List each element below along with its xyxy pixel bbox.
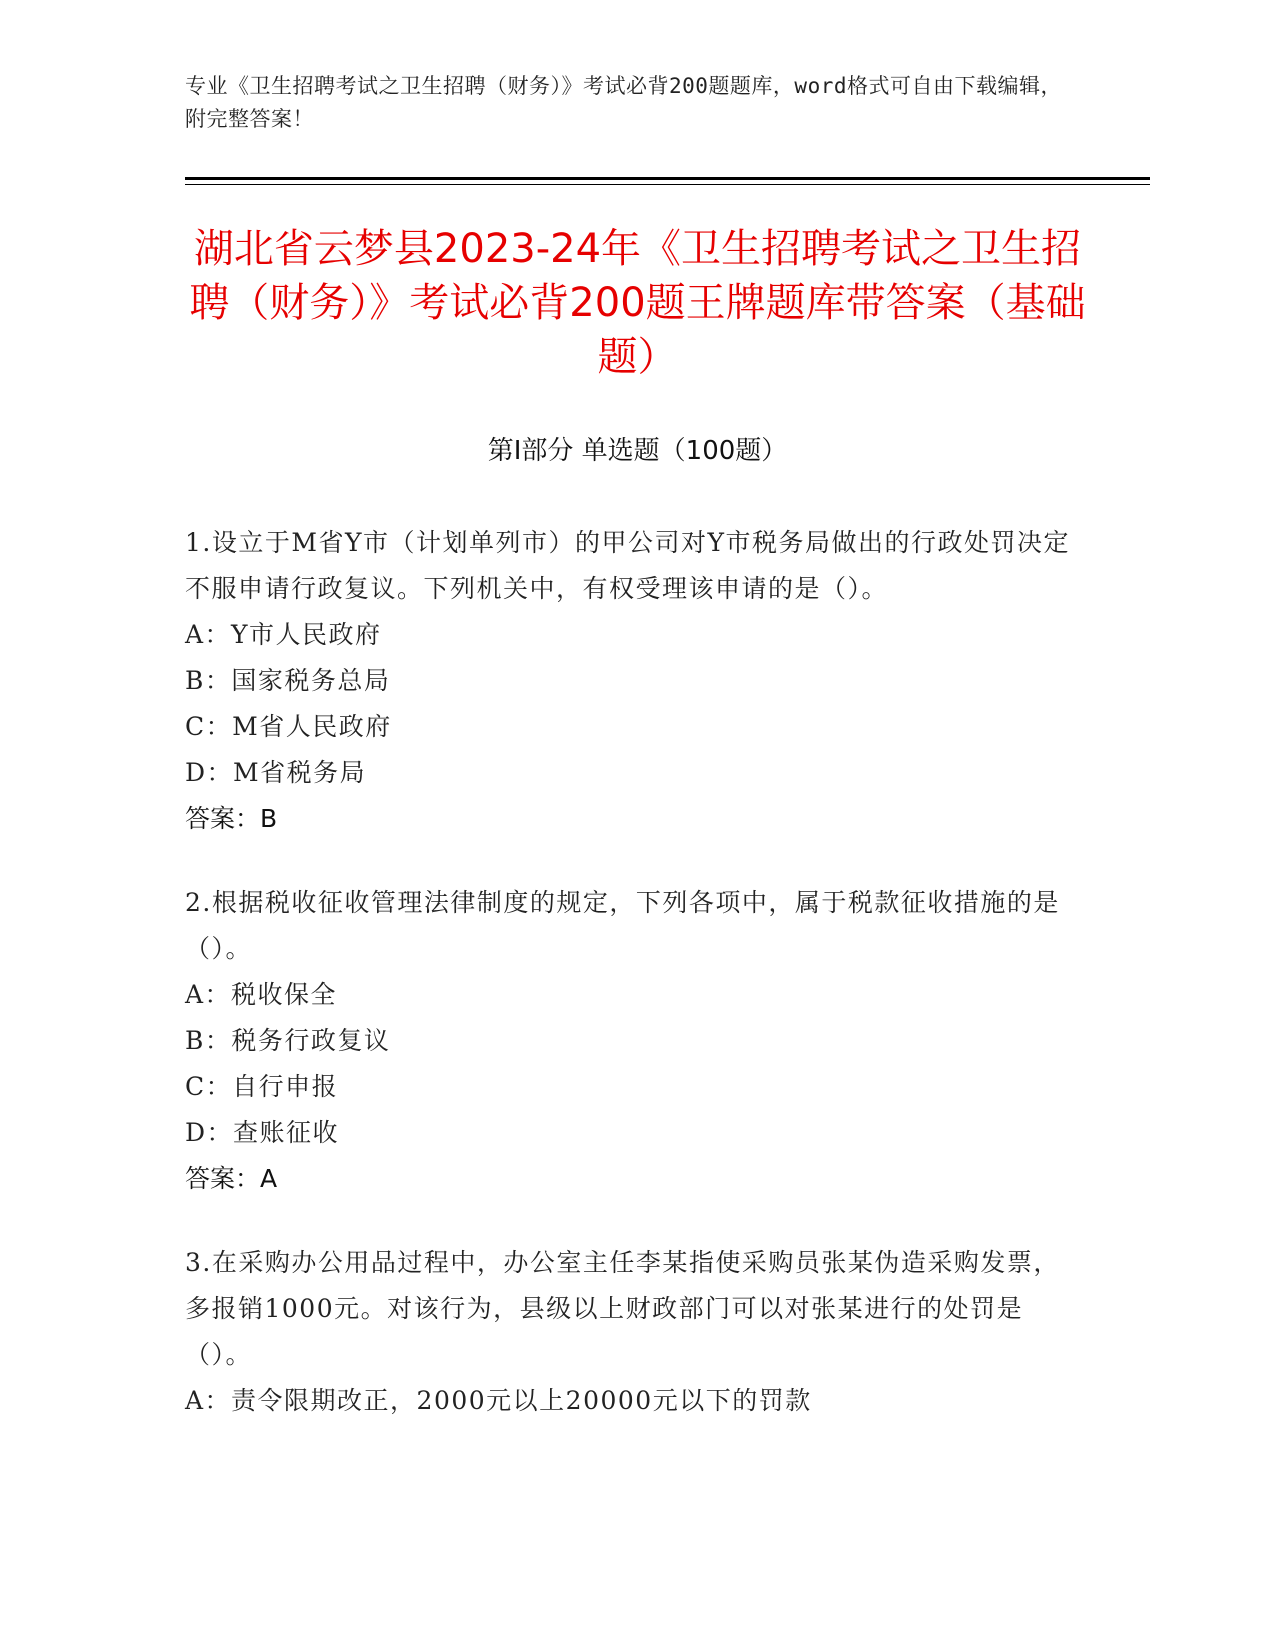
document-title: 湖北省云梦县2023-24年《卫生招聘考试之卫生招聘（财务）》考试必背200题王牌题库带答案（基础题） [189, 226, 1086, 380]
header-note: 专业《卫生招聘考试之卫生招聘（财务）》考试必背200题题库，word格式可自由下载编辑，附完整答案！ [185, 74, 1062, 131]
option-a: A：税收保全 [185, 980, 338, 1009]
option-d: D：查账征收 [185, 1118, 340, 1147]
option-d: D：M省税务局 [185, 758, 367, 787]
question-item [185, 1240, 1085, 1424]
question-stem: 2.根据税收征收管理法律制度的规定，下列各项中，属于税款征收措施的是（）。 [185, 888, 1060, 963]
option-b: B：国家税务总局 [185, 666, 391, 695]
option-a: A：责令限期改正，2000元以上20000元以下的罚款 [185, 1386, 812, 1415]
question-item [185, 520, 1085, 842]
header-divider-thick [185, 177, 1150, 180]
option-c: C：自行申报 [185, 1072, 339, 1101]
option-b: B：税务行政复议 [185, 1026, 391, 1055]
question-list [185, 520, 1085, 1462]
question-stem: 3.在采购办公用品过程中，办公室主任李某指使采购员张某伪造采购发票，多报销1000元。对该行为，县级以上财政部门可以对张某进行的处罚是（）。 [185, 1248, 1060, 1369]
section-heading: 第Ⅰ部分 单选题（100题） [487, 436, 788, 466]
question-item [185, 880, 1085, 1202]
answer: 答案：A [185, 1164, 278, 1193]
option-c: C：M省人民政府 [185, 712, 392, 741]
question-stem: 1.设立于M省Y市（计划单列市）的甲公司对Y市税务局做出的行政处罚决定不服申请行政复议。下列机关中，有权受理该申请的是（）。 [185, 528, 1070, 603]
header-divider-thin [185, 184, 1150, 185]
answer: 答案：B [185, 804, 278, 833]
option-a: A：Y市人民政府 [185, 620, 382, 649]
